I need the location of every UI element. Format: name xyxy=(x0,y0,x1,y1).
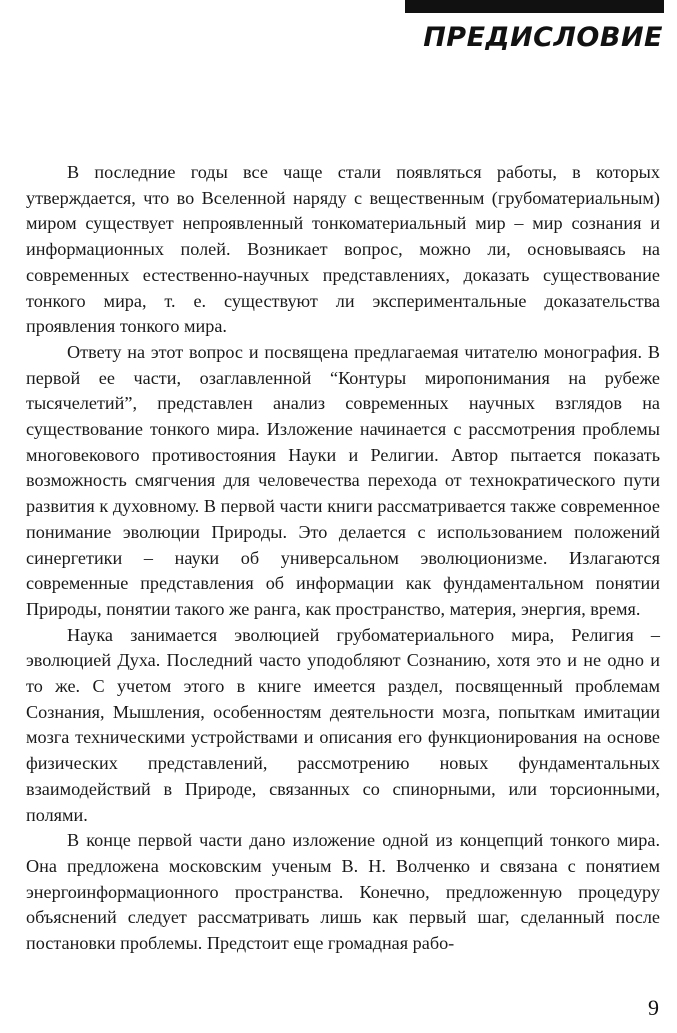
paragraph: Наука занимается эволюцией грубоматериального мира, Религия – эволюцией Духа. Последний часто уподобляют Сознанию, хотя это и не одно и то же. С учетом этого в книге имеется раздел, посвященный проблемам Сознания, Мышления, особенностям деятельности мозга, попыткам имитации мозга техническими устройствами и описания его функционирования на основе физических представлений, рассмотрению новых фундаментальных взаимодействий в Природе, связанных со спинорными, или торсионными, полями. xyxy=(26,624,660,825)
header-rule xyxy=(405,0,664,13)
body-text xyxy=(26,160,660,957)
paragraph: В последние годы все чаще стали появляться работы, в которых утверждается, что во Вселенной наряду с вещественным (грубоматериальным) миром существует непроявленный тонкоматериальный мир – мир сознания и информационных полей. Возникает вопрос, можно ли, основываясь на современных естественно-научных представлениях, доказать существование тонкого мира, т. е. существуют ли экспериментальные доказательства проявления тонкого мира. xyxy=(26,162,660,337)
paragraph: В конце первой части дано изложение одной из концепций тонкого мира. Она предложена московским ученым В. Н. Волченко и связана с понятием энергоинформационного пространства. Конечно, предложенную процедуру объяснений следует рассматривать лишь как первый шаг, сделанный после постановки проблемы. Предстоит еще громадная рабо- xyxy=(26,830,660,954)
paragraph: Ответу на этот вопрос и посвящена предлагаемая читателю монография. В первой ее части, озаглавленной “Контуры миропонимания на рубеже тысячелетий”, представлен анализ современных научных взглядов на существование тонкого мира. Изложение начинается с рассмотрения проблемы многовекового противостояния Науки и Религии. Автор пытается показать возможность смягчения для человечества перехода от технократического пути развития к духовному. В первой части книги рассматривается также современное понимание эволюции Природы. Это делается с использованием положений синергетики – науки об универсальном эволюционизме. Излагаются современные представления об информации как фундаментальном понятии Природы, понятии такого же ранга, как пространство, материя, энергия, время. xyxy=(26,341,660,619)
page-title: ПРЕДИСЛОВИЕ xyxy=(423,22,663,53)
page-number: 9 xyxy=(648,995,659,1020)
